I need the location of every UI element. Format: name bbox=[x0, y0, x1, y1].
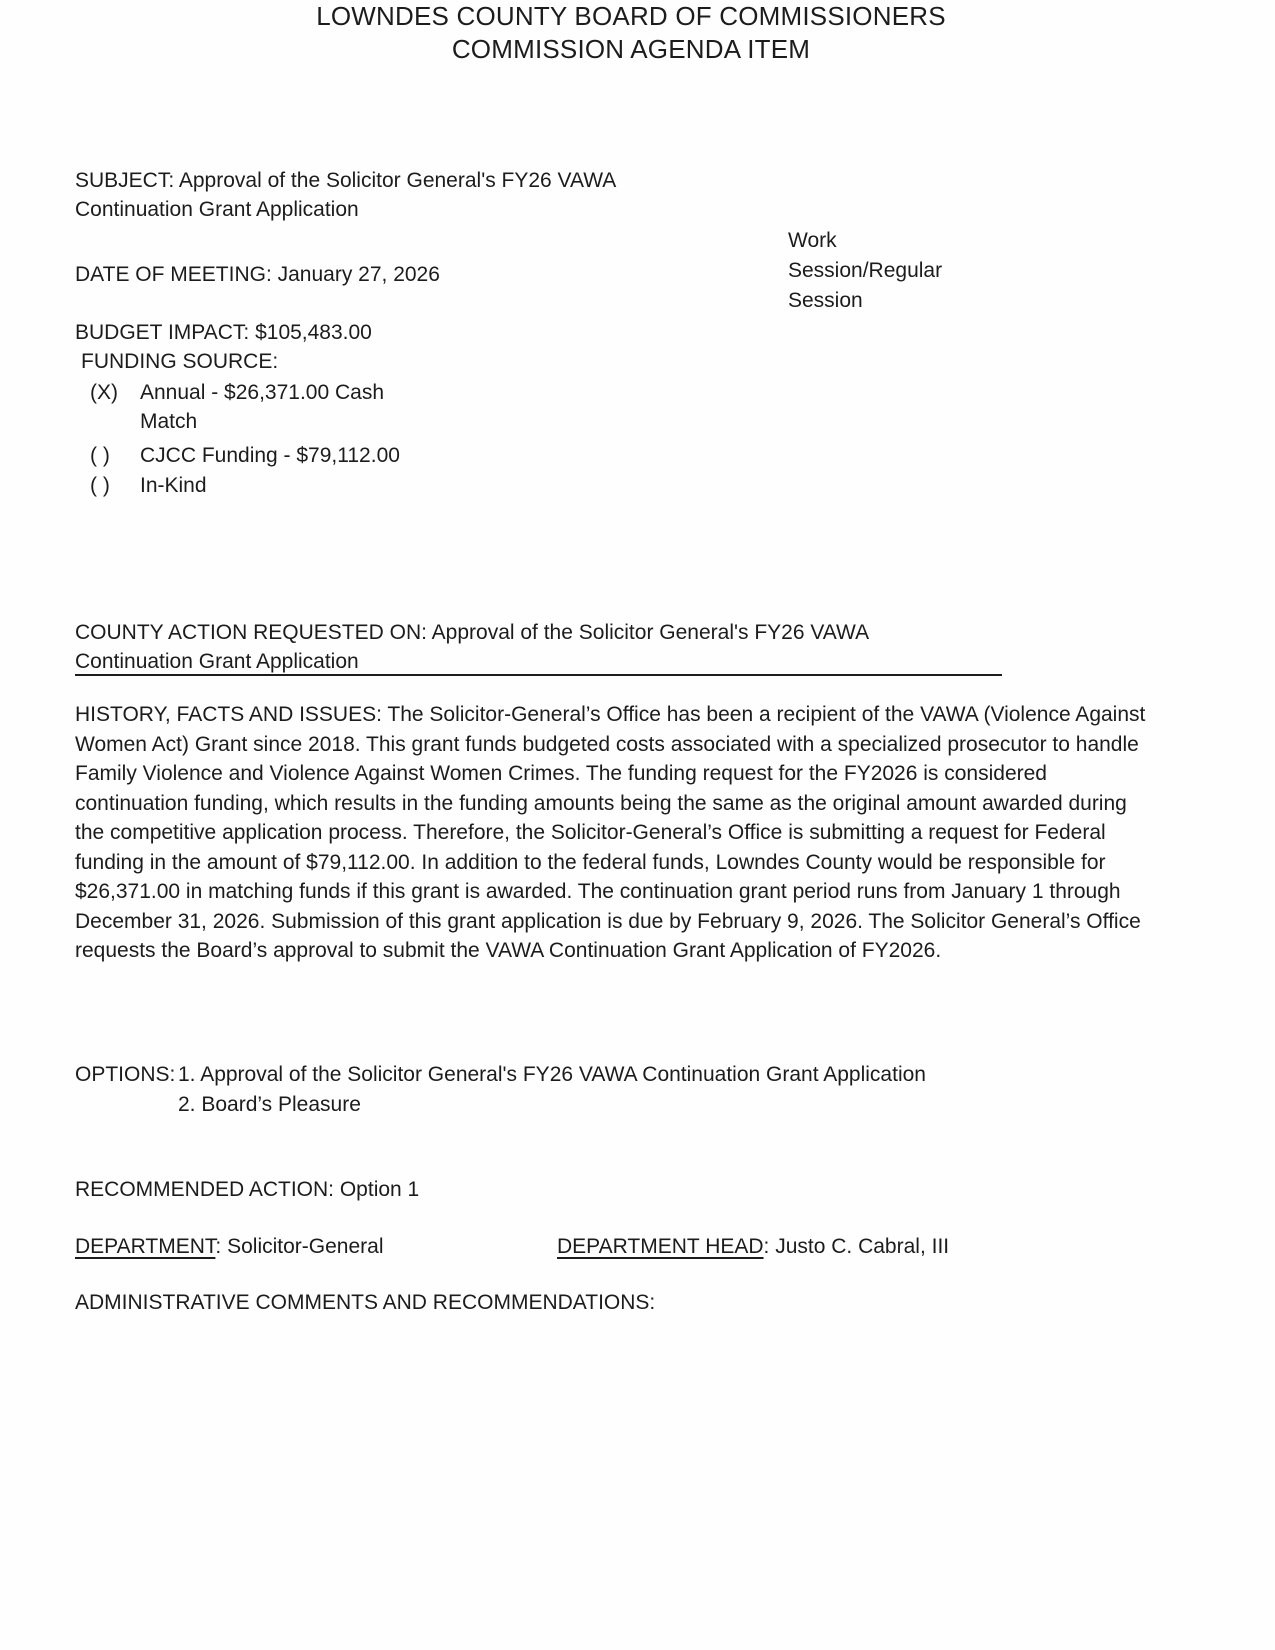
horizontal-divider bbox=[75, 674, 1002, 676]
funding-checkbox-checked: (X) bbox=[90, 381, 118, 404]
funding-checkbox-unchecked: ( ) bbox=[90, 474, 110, 497]
department-label: DEPARTMENT bbox=[75, 1235, 216, 1258]
options-list bbox=[178, 1060, 1178, 1120]
history-facts-issues: HISTORY, FACTS AND ISSUES: The Solicitor-General’s Office has been a recipient of the VAWA (Violence Against Women Act) Grant since 2018. This grant funds budgeted costs associated with a specialized prosecutor to handle Family Violence and Violence Against Women Crimes. The funding request for the FY2026 is considered continuation funding, which results in the funding amounts being the same as the original amount awarded during the competitive application process. Therefore, the Solicitor-General’s Office is submitting a request for Federal funding in the amount of $79,112.00. In addition to the federal funds, Lowndes County would be responsible for $26,371.00 in matching funds if this grant is awarded. The continuation grant period runs from January 1 through December 31, 2026. Submission of this grant application is due by February 9, 2026. The Solicitor General’s Office requests the Board’s approval to submit the VAWA Continuation Grant Application of FY2026. bbox=[75, 703, 1146, 962]
department-field bbox=[75, 1232, 383, 1261]
document-title bbox=[0, 0, 1262, 66]
date-of-meeting: DATE OF MEETING: January 27, 2026 bbox=[75, 263, 440, 286]
department-head-value: : Justo C. Cabral, III bbox=[763, 1235, 950, 1258]
funding-source-label: FUNDING SOURCE: bbox=[81, 350, 279, 373]
budget-impact: BUDGET IMPACT: $105,483.00 bbox=[75, 321, 372, 344]
subject-line: SUBJECT: Approval of the Solicitor General's FY26 VAWA Continuation Grant Application bbox=[75, 169, 616, 221]
funding-item-inkind bbox=[90, 471, 400, 500]
county-action-requested: COUNTY ACTION REQUESTED ON: Approval of the Solicitor General's FY26 VAWA Continuation Grant Application bbox=[75, 621, 868, 673]
funding-checkbox-unchecked: ( ) bbox=[90, 444, 110, 467]
session-type: Work Session/Regular Session bbox=[788, 229, 943, 312]
funding-item-label: In-Kind bbox=[140, 474, 207, 497]
funding-item-annual bbox=[90, 378, 400, 436]
funding-item-label: Annual - $26,371.00 Cash Match bbox=[140, 381, 385, 433]
department-head-label: DEPARTMENT HEAD bbox=[557, 1235, 764, 1258]
funding-item-label: CJCC Funding - $79,112.00 bbox=[140, 444, 400, 467]
recommended-action: RECOMMENDED ACTION: Option 1 bbox=[75, 1178, 420, 1201]
department-row bbox=[75, 1232, 1175, 1262]
department-head-field bbox=[557, 1232, 949, 1261]
option-item-1: 1. Approval of the Solicitor General's FY26 VAWA Continuation Grant Application bbox=[178, 1063, 926, 1086]
administrative-comments-label: ADMINISTRATIVE COMMENTS AND RECOMMENDATIONS: bbox=[75, 1291, 656, 1314]
funding-item-cjcc bbox=[90, 441, 400, 470]
options-label: OPTIONS: bbox=[75, 1063, 176, 1086]
option-item-2: 2. Board’s Pleasure bbox=[178, 1093, 361, 1116]
title-line-2: COMMISSION AGENDA ITEM bbox=[451, 34, 811, 64]
title-line-1: LOWNDES COUNTY BOARD OF COMMISSIONERS bbox=[316, 1, 946, 31]
department-value: : Solicitor-General bbox=[215, 1235, 384, 1258]
